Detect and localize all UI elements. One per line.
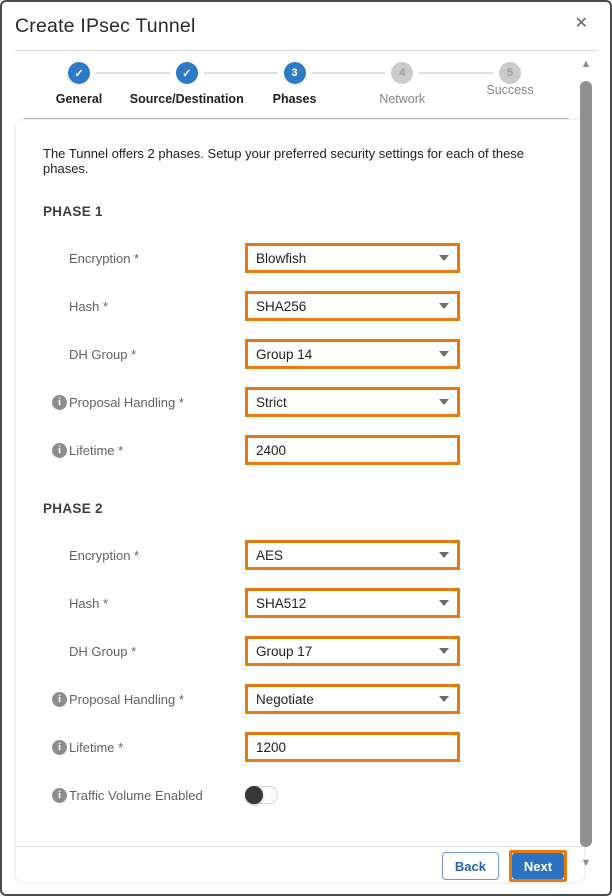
field-label: Traffic Volume Enabled xyxy=(69,787,203,803)
field-label: Hash * xyxy=(69,298,109,314)
field-row xyxy=(43,435,567,465)
phases-form xyxy=(15,119,585,884)
scrollbar xyxy=(579,57,593,869)
info-icon[interactable]: i xyxy=(52,443,67,458)
field-label: Hash * xyxy=(69,595,109,611)
step-label: Source/Destination xyxy=(129,92,244,106)
step-label: Phases xyxy=(272,92,317,106)
step-success[interactable] xyxy=(486,62,534,97)
field-row xyxy=(43,636,567,666)
chevron-down-icon xyxy=(439,648,449,654)
traffic-volume-toggle[interactable] xyxy=(245,786,278,804)
chevron-down-icon xyxy=(439,696,449,702)
phase2-hash-select[interactable]: SHA512 xyxy=(245,588,460,618)
next-button-highlight xyxy=(509,850,567,882)
field-label: DH Group * xyxy=(69,346,137,362)
check-icon: ✓ xyxy=(68,62,90,84)
phase2-lifetime-input[interactable] xyxy=(256,740,449,755)
step-label: Network xyxy=(379,92,426,106)
field-label: Encryption * xyxy=(69,547,140,563)
field-label: DH Group * xyxy=(69,643,137,659)
chevron-down-icon xyxy=(439,600,449,606)
step-network[interactable] xyxy=(379,62,426,106)
info-icon[interactable]: i xyxy=(52,692,67,707)
field-label: Lifetime * xyxy=(69,442,124,458)
phase1-lifetime-input-wrap xyxy=(245,435,460,465)
scroll-down-icon[interactable]: ▼ xyxy=(580,857,592,869)
field-row xyxy=(43,291,567,321)
step-connector xyxy=(312,72,386,74)
phase2-dh-group-select[interactable]: Group 17 xyxy=(245,636,460,666)
phase1-hash-select[interactable]: SHA256 xyxy=(245,291,460,321)
phase1-proposal-handling-select[interactable]: Strict xyxy=(245,387,460,417)
phase2-heading: PHASE 2 xyxy=(43,501,103,516)
step-number: 4 xyxy=(391,62,413,84)
step-phases[interactable] xyxy=(272,62,317,106)
dialog-title: Create IPsec Tunnel xyxy=(15,14,196,37)
step-connector xyxy=(96,72,170,74)
back-button[interactable]: Back xyxy=(442,852,499,880)
step-label: General xyxy=(55,92,103,106)
phase2-proposal-handling-select[interactable]: Negotiate xyxy=(245,684,460,714)
phase1-dh-group-select[interactable]: Group 14 xyxy=(245,339,460,369)
next-button[interactable]: Next xyxy=(512,853,564,879)
field-label: Proposal Handling * xyxy=(69,691,184,707)
step-connector xyxy=(419,72,493,74)
phase2-encryption-select[interactable]: AES xyxy=(245,540,460,570)
field-row xyxy=(43,540,567,570)
step-label: Success xyxy=(486,83,534,97)
info-icon[interactable]: i xyxy=(52,395,67,410)
field-row xyxy=(43,684,567,714)
check-icon: ✓ xyxy=(176,62,198,84)
close-icon[interactable]: ✕ xyxy=(574,15,588,32)
phase1-heading: PHASE 1 xyxy=(43,204,103,219)
info-icon[interactable]: i xyxy=(52,740,67,755)
step-source-destination[interactable] xyxy=(129,62,244,106)
scroll-up-icon[interactable]: ▲ xyxy=(580,58,592,70)
chevron-down-icon xyxy=(439,399,449,405)
phase2-lifetime-input-wrap xyxy=(245,732,460,762)
step-connector xyxy=(204,72,278,74)
chevron-down-icon xyxy=(439,255,449,261)
field-row xyxy=(43,243,567,273)
field-row xyxy=(43,387,567,417)
phase1-lifetime-input[interactable] xyxy=(256,443,449,458)
step-number: 5 xyxy=(499,62,521,84)
field-label: Encryption * xyxy=(69,250,140,266)
field-label: Proposal Handling * xyxy=(69,394,184,410)
field-label: Lifetime * xyxy=(69,739,124,755)
field-row xyxy=(43,732,567,762)
phase1-encryption-select[interactable]: Blowfish xyxy=(245,243,460,273)
chevron-down-icon xyxy=(439,351,449,357)
field-row xyxy=(43,588,567,618)
field-row xyxy=(43,780,567,810)
wizard-stepper xyxy=(2,51,610,119)
info-icon[interactable]: i xyxy=(52,788,67,803)
field-row xyxy=(43,339,567,369)
intro-text: The Tunnel offers 2 phases. Setup your preferred security settings for each of these phases. xyxy=(43,146,525,176)
chevron-down-icon xyxy=(439,552,449,558)
step-number: 3 xyxy=(284,62,306,84)
chevron-down-icon xyxy=(439,303,449,309)
scrollbar-thumb[interactable] xyxy=(580,81,592,847)
dialog-footer xyxy=(16,846,584,883)
toggle-knob xyxy=(245,786,263,804)
dialog-header xyxy=(15,2,597,51)
step-general[interactable] xyxy=(55,62,103,106)
